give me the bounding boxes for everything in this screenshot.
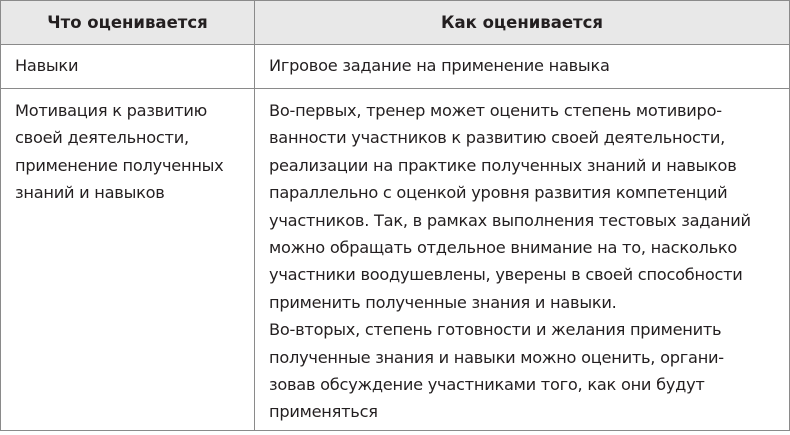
cell-text-line: можно обращать отдельное внимание на то, насколько — [269, 238, 738, 258]
cell-how — [255, 45, 790, 89]
header-how-assessed: Как оценивается — [255, 1, 790, 45]
cell-text-line: Во-вторых, степень готовности и желания применить — [269, 320, 722, 340]
cell-text-line: участники воодушевлены, уверены в своей способности — [269, 265, 743, 285]
cell-what — [1, 45, 255, 89]
cell-text-line: параллельно с оценкой уровня развития компетенций — [269, 183, 728, 203]
cell-text-line: Игровое задание на применение навыка — [269, 56, 610, 75]
header-row — [1, 1, 790, 45]
cell-text-line: своей деятельности, — [15, 128, 189, 148]
cell-text-line: полученные знания и навыки можно оценить, органи- — [269, 347, 724, 367]
cell-what — [1, 89, 255, 431]
cell-text-line: применить полученные знания и навыки. — [269, 292, 617, 312]
table-row — [1, 89, 790, 431]
cell-text-line: Мотивация к развитию — [15, 101, 208, 120]
cell-text-line: Навыки — [15, 56, 79, 75]
cell-how — [255, 89, 790, 431]
cell-text-line: зовав обсуждение участниками того, как они будут — [269, 375, 705, 395]
cell-text-line: знаний и навыков — [15, 183, 165, 203]
header-what-is-assessed: Что оценивается — [1, 1, 255, 45]
cell-text-line: применяться — [269, 402, 378, 422]
cell-text-line: реализации на практике полученных знаний и навыков — [269, 155, 737, 175]
cell-text-line: Во-первых, тренер может оценить степень мотивиро- — [269, 101, 722, 120]
table-row — [1, 45, 790, 89]
cell-text-line: ванности участников к развитию своей деятельности, — [269, 128, 726, 148]
cell-text-line: применение полученных — [15, 155, 224, 175]
cell-text-line: участников. Так, в рамках выполнения тестовых заданий — [269, 210, 751, 230]
